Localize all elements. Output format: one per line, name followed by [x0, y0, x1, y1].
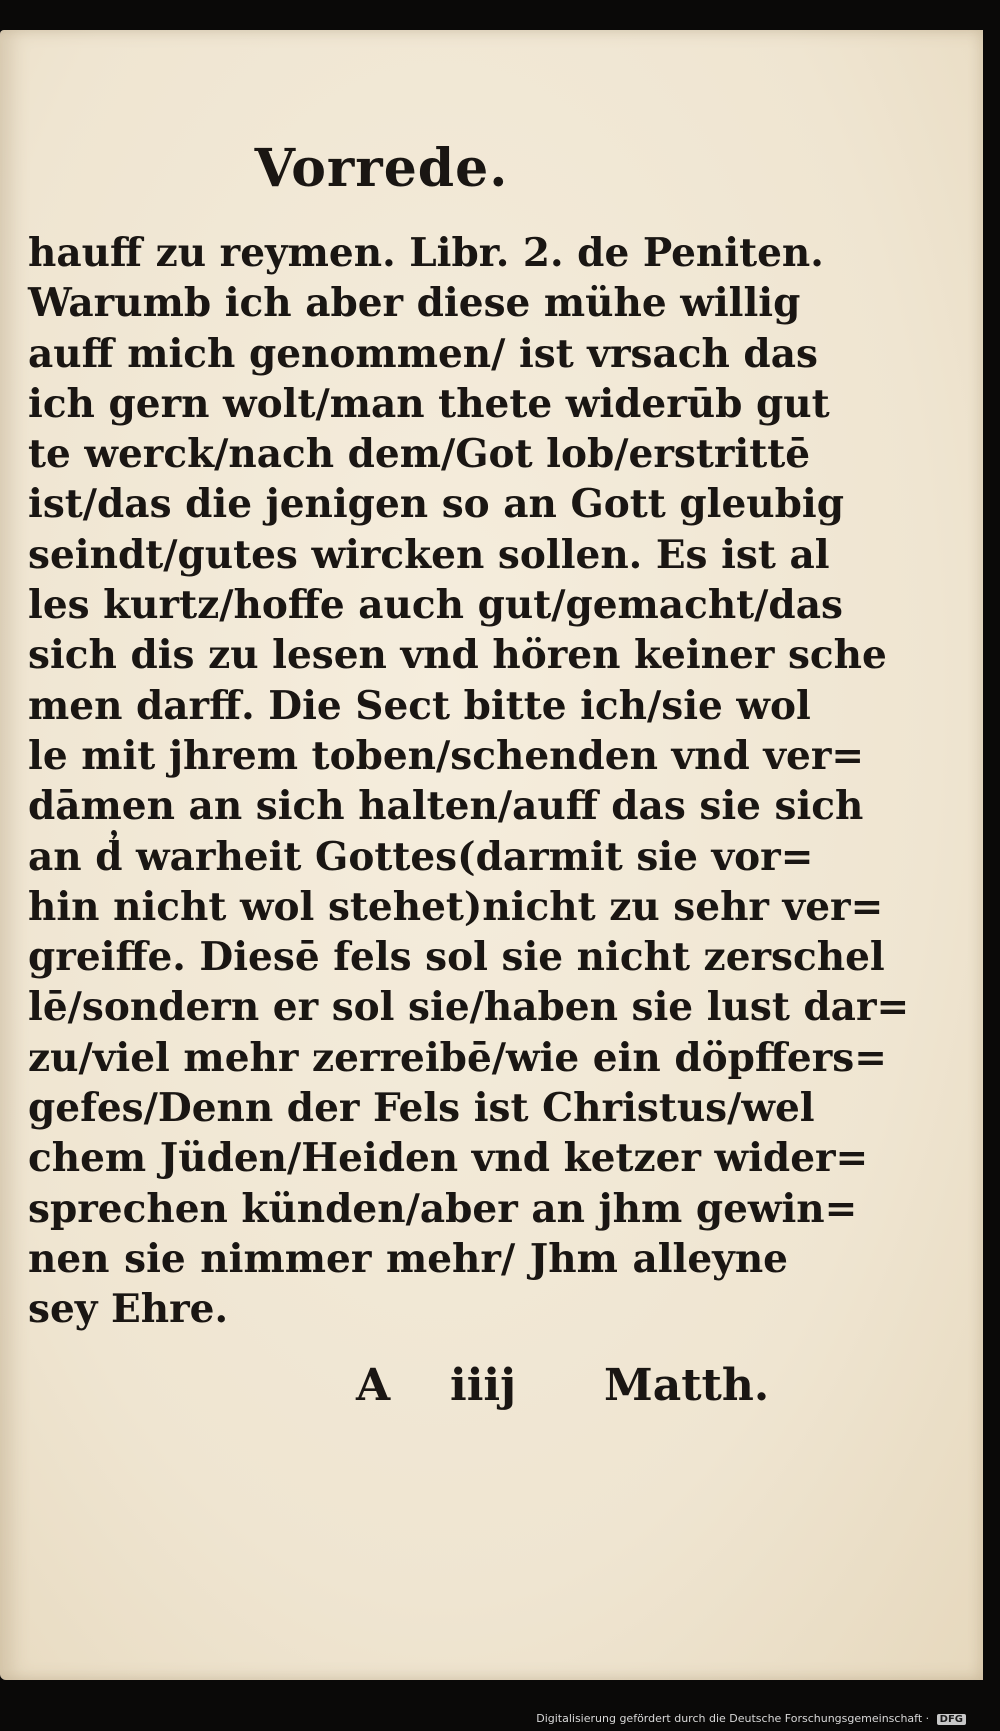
- text-line: auff mich genommen/ ist vrsach das: [28, 330, 818, 377]
- text-line: men darff. Die Sect bitte ich/sie wol: [28, 682, 811, 729]
- text-line: zu/viel mehr zerreibē/wie ein döpffers=: [28, 1034, 887, 1081]
- text-line: lē/sondern er sol sie/haben sie lust dar=: [28, 984, 910, 1031]
- body-text: [28, 228, 910, 1335]
- catchword: Matth.: [604, 1360, 770, 1411]
- text-line: an d̓ warheit Gottes(darmit sie vor=: [28, 833, 814, 880]
- dfg-logo: DFG: [937, 1714, 966, 1725]
- text-line: hauff zu reymen. Libr. 2. de Peniten.: [28, 230, 824, 276]
- text-line: seindt/gutes wircken sollen. Es ist al: [28, 531, 830, 578]
- text-line: dāmen an sich halten/auff das sie sich: [28, 783, 864, 830]
- digitization-credit: Digitalisierung gefördert durch die Deutsche Forschungsgemeinschaft · DFG: [536, 1712, 966, 1725]
- page-header: [0, 138, 983, 199]
- text-line: les kurtz/hoffe auch gut/gemacht/das: [28, 582, 843, 629]
- text-line: sprechen künden/aber an jhm gewin=: [28, 1185, 858, 1232]
- text-line: le mit jhrem toben/schenden vnd ver=: [28, 732, 865, 779]
- book-page: [0, 30, 983, 1680]
- text-line: greiffe. Diesē fels sol sie nicht zerschel: [28, 934, 885, 981]
- signature-number: iiij: [450, 1360, 517, 1411]
- text-line: te werck/nach dem/Got lob/erstrittē: [28, 431, 811, 478]
- text-line: nen sie nimmer mehr/ Jhm alleyne: [28, 1235, 788, 1282]
- text-line: Warumb ich aber diese mühe willig: [28, 280, 801, 327]
- text-line: gefes/Denn der Fels ist Christus/wel: [28, 1085, 815, 1132]
- text-line: chem Jüden/Heiden vnd ketzer wider=: [28, 1135, 869, 1182]
- signature-mark: A: [356, 1360, 391, 1411]
- credit-text: Digitalisierung gefördert durch die Deutsche Forschungsgemeinschaft: [536, 1712, 923, 1725]
- text-line: ich gern wolt/man thete widerūb gut: [28, 380, 830, 427]
- text-line: sey Ehre.: [28, 1286, 229, 1333]
- text-line: hin nicht wol stehet)nicht zu sehr ver=: [28, 883, 884, 930]
- text-line: sich dis zu lesen vnd hören keiner sche: [28, 632, 887, 679]
- header-text: Vorrede.: [254, 138, 509, 199]
- text-line: ist/das die jenigen so an Gott gleubig: [28, 481, 844, 528]
